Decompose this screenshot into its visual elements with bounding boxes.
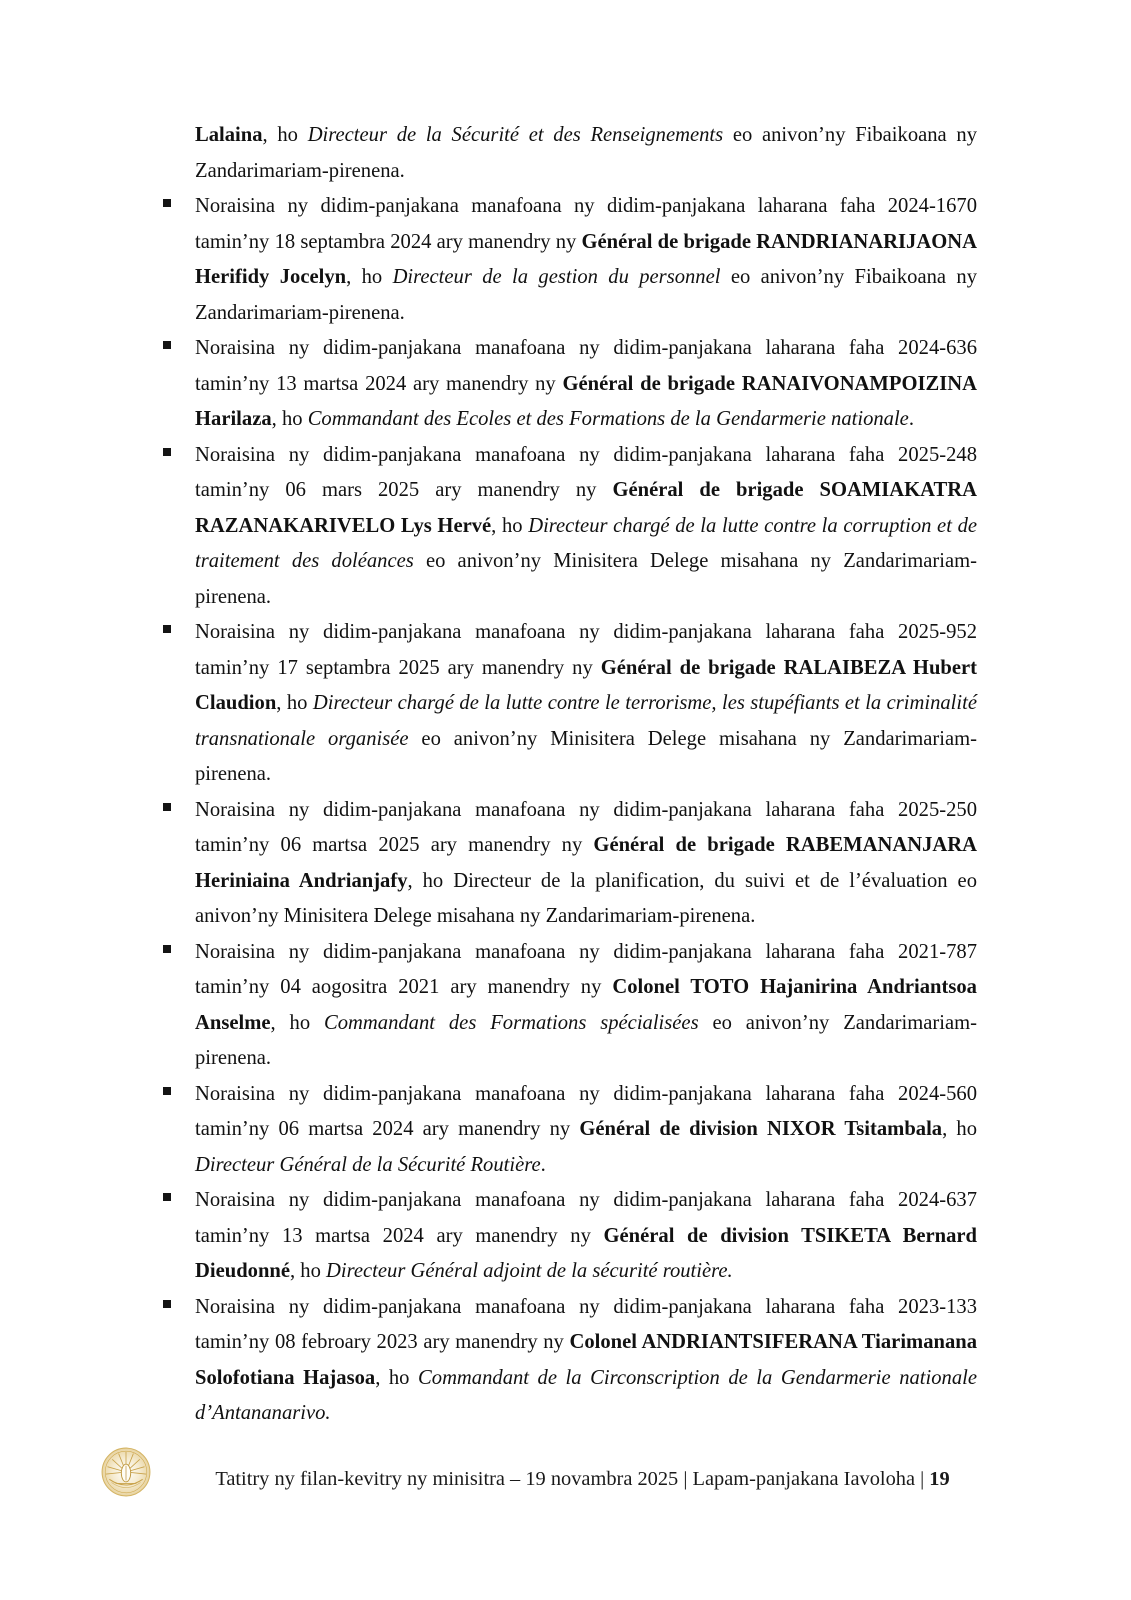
text-run: , ho <box>942 1118 977 1140</box>
list-item <box>163 935 977 1077</box>
text-run: eo anivon’ny Minisitera Delege misahana ny Zandarimariam-pirenena. <box>195 727 977 785</box>
text-run: Noraisina ny didim-panjakana manafoana ny didim-panjakana laharana faha 2021-787 tamin’ny 04 aogositra 2021 ary manendry ny <box>195 940 977 998</box>
text-run: Noraisina ny didim-panjakana manafoana ny didim-panjakana laharana faha 2024-637 tamin’ny 13 martsa 2024 ary manendry ny <box>195 1189 977 1247</box>
list-item <box>163 438 977 616</box>
paragraph-text <box>195 189 977 331</box>
paragraph-text <box>195 935 977 1077</box>
text-run: , ho <box>270 1011 325 1034</box>
emphasis-bold: Général de brigade RALAIBEZA Hubert Claudion <box>195 656 977 714</box>
emphasis-bold: Lalaina <box>195 124 263 146</box>
emphasis-bold: Colonel TOTO Hajanirina Andriantsoa Anselme <box>195 976 977 1034</box>
text-run: eo anivon’ny Minisitera Delege misahana ny Zandarimariam-pirenena. <box>195 550 977 608</box>
emphasis-bold: Général de brigade SOAMIAKATRA RAZANAKARIVELO Lys Hervé <box>195 479 977 537</box>
paragraph-continuation <box>163 118 977 189</box>
text-run: . <box>540 1153 546 1176</box>
emphasis-italic: Directeur chargé de la lutte contre le terrorisme, les stupéfiants et la criminalité transnationale organisée <box>195 692 977 750</box>
footer-page-number: 19 <box>929 1468 950 1490</box>
emphasis-bold: Général de brigade RABEMANANJARA Heriniaina Andrianjafy <box>195 834 977 892</box>
list-item <box>163 189 977 331</box>
list-item <box>163 1290 977 1432</box>
square-bullet-icon <box>163 935 177 971</box>
list-item <box>163 793 977 935</box>
square-bullet-icon <box>163 438 177 474</box>
emphasis-italic: Commandant des Formations spécialisées <box>324 1011 699 1034</box>
text-run: , ho <box>271 408 308 430</box>
text-run: Noraisina ny didim-panjakana manafoana ny didim-panjakana laharana faha 2024-560 tamin’ny 06 martsa 2024 ary manendry ny <box>195 1082 977 1140</box>
square-bullet-icon <box>163 1183 177 1219</box>
paragraph-text <box>195 438 977 616</box>
text-run: , ho <box>290 1260 327 1282</box>
paragraph-text <box>195 615 977 793</box>
text-run: , ho <box>276 692 313 714</box>
paragraph-text <box>195 331 977 438</box>
footer-caption-text: Tatitry ny filan-kevitry ny minisitra – 19 novambra 2025 | Lapam-panjakana Iavoloha | <box>215 1468 930 1490</box>
paragraph-text <box>195 118 977 189</box>
emphasis-bold: Général de division NIXOR Tsitambala <box>579 1118 943 1140</box>
paragraph-text <box>195 1077 977 1184</box>
text-run: Noraisina ny didim-panjakana manafoana ny didim-panjakana laharana faha 2025-248 tamin’ny 06 mars 2025 ary manendry ny <box>195 443 977 501</box>
paragraph-text <box>195 793 977 935</box>
square-bullet-icon <box>163 615 177 651</box>
emphasis-italic: Directeur Général de la Sécurité Routière <box>195 1153 541 1176</box>
text-run: . <box>908 408 914 430</box>
document-body <box>163 118 977 1432</box>
text-run: Noraisina ny didim-panjakana manafoana ny didim-panjakana laharana faha 2024-1670 tamin’ny 18 septambra 2024 ary manendry ny <box>195 195 977 253</box>
square-bullet-icon <box>163 1290 177 1326</box>
text-run: , ho <box>262 124 308 146</box>
square-bullet-icon <box>163 331 177 367</box>
footer-caption <box>160 1465 1005 1493</box>
text-run: , ho <box>491 514 529 537</box>
list-item <box>163 1183 977 1290</box>
emphasis-bold: Colonel ANDRIANTSIFERANA Tiarimanana Solofotiana Hajasoa <box>195 1331 977 1389</box>
emphasis-italic: Directeur chargé de la lutte contre la corruption et de traitement des doléances <box>195 514 978 572</box>
madagascar-state-seal-emblem-icon <box>100 1446 152 1498</box>
emphasis-italic: Commandant des Ecoles et des Formations de la Gendarmerie nationale <box>307 408 909 430</box>
text-run: eo anivon’ny Zandarimariam-pirenena. <box>195 1011 977 1069</box>
text-run: Noraisina ny didim-panjakana manafoana ny didim-panjakana laharana faha 2025-952 tamin’ny 17 septambra 2025 ary manendry ny <box>195 621 977 679</box>
text-run: , ho <box>375 1366 419 1389</box>
list-item <box>163 331 977 438</box>
list-item <box>163 615 977 793</box>
square-bullet-icon <box>163 1077 177 1113</box>
square-bullet-icon <box>163 189 177 225</box>
text-run: eo anivon’ny Fibaikoana ny Zandarimariam-pirenena. <box>195 266 977 324</box>
emphasis-italic: Directeur Général adjoint de la sécurité routière. <box>326 1260 733 1282</box>
page-footer <box>0 1443 1131 1523</box>
text-run: Noraisina ny didim-panjakana manafoana ny didim-panjakana laharana faha 2025-250 tamin’ny 06 martsa 2025 ary manendry ny <box>195 798 977 856</box>
emphasis-bold: Général de brigade RANDRIANARIJAONA Herifidy Jocelyn <box>195 230 977 288</box>
text-run: Noraisina ny didim-panjakana manafoana ny didim-panjakana laharana faha 2023-133 tamin’ny 08 febroary 2023 ary manendry ny <box>195 1295 977 1353</box>
text-run: , ho Directeur de la planification, du suivi et de l’évaluation eo anivon’ny Minisitera Delege misahana ny Zandarimariam-pirenena. <box>195 869 977 927</box>
list-item <box>163 1077 977 1184</box>
paragraph-text <box>195 1290 977 1432</box>
emphasis-italic: Directeur de la gestion du personnel <box>392 266 721 288</box>
emphasis-bold: Général de brigade RANAIVONAMPOIZINA Harilaza <box>195 372 977 430</box>
emphasis-italic: Directeur de la Sécurité et des Renseignements <box>307 124 724 146</box>
emphasis-italic: Commandant de la Circonscription de la Gendarmerie nationale d’Antananarivo. <box>195 1366 978 1424</box>
text-run: , ho <box>346 266 393 288</box>
text-run: eo anivon’ny Fibaikoana ny Zandarimariam-pirenena. <box>195 124 977 182</box>
text-run: Noraisina ny didim-panjakana manafoana ny didim-panjakana laharana faha 2024-636 tamin’ny 13 martsa 2024 ary manendry ny <box>195 337 977 395</box>
paragraph-text <box>195 1183 977 1290</box>
square-bullet-icon <box>163 793 177 829</box>
emphasis-bold: Général de division TSIKETA Bernard Dieudonné <box>195 1224 977 1282</box>
